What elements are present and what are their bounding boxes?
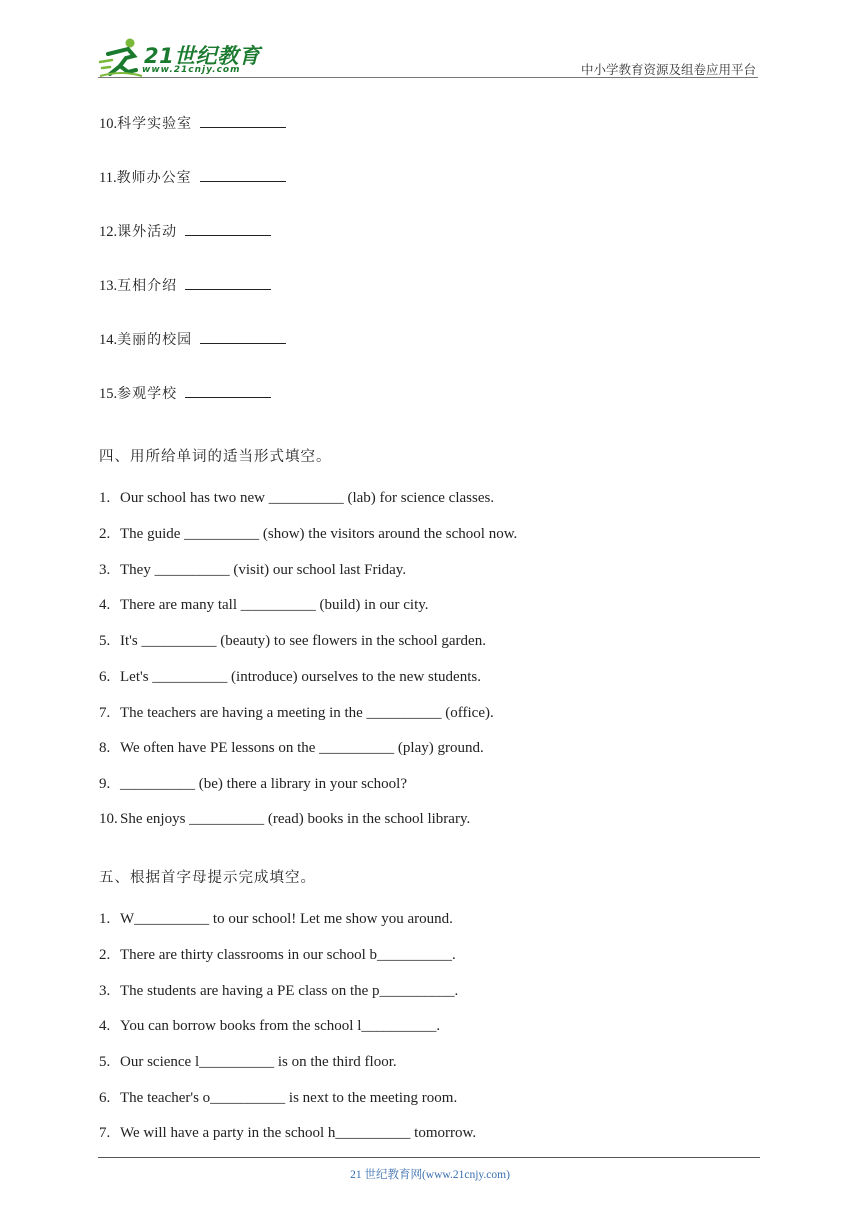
vocab-number: 13.	[99, 278, 118, 294]
platform-name: 中小学教育资源及组卷应用平台	[580, 62, 756, 77]
question-item	[99, 1125, 476, 1142]
question-number: 2.	[99, 947, 111, 963]
question-number: 8.	[99, 740, 111, 756]
answer-blank[interactable]	[200, 329, 286, 344]
question-text: They __________ (visit) our school last Friday.	[120, 562, 407, 578]
vocab-chinese: 科学实验室	[117, 116, 193, 132]
vocab-number: 14.	[99, 332, 118, 348]
question-text: The students are having a PE class on the p__________.	[120, 983, 459, 999]
question-item	[99, 983, 458, 1000]
question-text: She enjoys __________ (read) books in the school library.	[120, 811, 471, 827]
question-number: 5.	[99, 1054, 111, 1070]
header-divider	[98, 77, 758, 78]
question-item	[99, 526, 517, 543]
question-text: Our science l__________ is on the third floor.	[120, 1054, 397, 1070]
vocab-item	[99, 275, 271, 295]
question-item	[99, 562, 406, 579]
vocab-item	[99, 383, 271, 403]
question-item	[99, 669, 481, 686]
vocab-number: 11.	[99, 170, 117, 186]
vocab-number: 12.	[99, 224, 118, 240]
vocab-chinese: 参观学校	[117, 386, 178, 402]
question-number: 7.	[99, 1125, 111, 1141]
question-text: Let's __________ (introduce) ourselves to the new students.	[120, 669, 481, 685]
logo-text: 21世纪教育	[144, 44, 261, 68]
section-5-title: 五、根据首字母提示完成填空。	[99, 870, 316, 886]
question-text: W__________ to our school! Let me show you around.	[120, 911, 453, 927]
question-text: You can borrow books from the school l__________.	[120, 1018, 441, 1034]
question-text: There are thirty classrooms in our school b__________.	[120, 947, 456, 963]
question-number: 2.	[99, 526, 111, 542]
question-text: Our school has two new __________ (lab) for science classes.	[120, 490, 495, 506]
question-text: __________ (be) there a library in your school?	[120, 776, 407, 792]
footer-link[interactable]: 21 世纪教育网(www.21cnjy.com)	[350, 1169, 510, 1181]
runner-logo-icon	[98, 34, 144, 80]
question-text: We often have PE lessons on the __________ (play) ground.	[120, 740, 484, 756]
question-text: There are many tall __________ (build) in our city.	[120, 597, 429, 613]
question-number: 5.	[99, 633, 111, 649]
question-item	[99, 705, 494, 722]
question-number: 4.	[99, 1018, 111, 1034]
footer-divider	[98, 1157, 760, 1158]
question-item	[99, 947, 456, 964]
question-number: 3.	[99, 983, 111, 999]
answer-blank[interactable]	[185, 383, 271, 398]
question-item	[99, 597, 429, 614]
vocab-item	[99, 221, 271, 241]
page-header	[98, 30, 758, 80]
vocab-item	[99, 167, 286, 187]
vocab-chinese: 互相介绍	[117, 278, 178, 294]
vocab-number: 10.	[99, 116, 118, 132]
question-text: The teacher's o__________ is next to the meeting room.	[120, 1090, 458, 1106]
answer-blank[interactable]	[200, 113, 286, 128]
question-number: 6.	[99, 1090, 111, 1106]
question-text: We will have a party in the school h__________ tomorrow.	[120, 1125, 477, 1141]
question-item	[99, 776, 407, 793]
question-text: The guide __________ (show) the visitors around the school now.	[120, 526, 518, 542]
question-item	[99, 740, 484, 757]
vocab-chinese: 美丽的校园	[117, 332, 193, 348]
question-text: It's __________ (beauty) to see flowers in the school garden.	[120, 633, 486, 649]
question-number: 10.	[99, 811, 118, 827]
question-item	[99, 490, 494, 507]
question-item	[99, 911, 453, 928]
question-number: 7.	[99, 705, 111, 721]
question-number: 1.	[99, 490, 111, 506]
question-number: 4.	[99, 597, 111, 613]
answer-blank[interactable]	[185, 275, 271, 290]
question-item	[99, 1054, 397, 1071]
question-item	[99, 1018, 440, 1035]
question-number: 1.	[99, 911, 111, 927]
question-item	[99, 633, 486, 650]
question-number: 3.	[99, 562, 111, 578]
question-item	[99, 811, 470, 828]
answer-blank[interactable]	[185, 221, 271, 236]
answer-blank[interactable]	[200, 167, 286, 182]
question-number: 9.	[99, 776, 111, 792]
question-number: 6.	[99, 669, 111, 685]
vocab-number: 15.	[99, 386, 118, 402]
vocab-item	[99, 113, 286, 133]
site-logo[interactable]	[98, 34, 268, 80]
logo-url: www.21cnjy.com	[142, 65, 241, 75]
vocab-chinese: 课外活动	[117, 224, 178, 240]
question-text: The teachers are having a meeting in the __________ (office).	[120, 705, 494, 721]
vocab-item	[99, 329, 286, 349]
vocab-chinese: 教师办公室	[116, 170, 192, 186]
section-4-title: 四、用所给单词的适当形式填空。	[99, 449, 332, 465]
question-item	[99, 1090, 457, 1107]
